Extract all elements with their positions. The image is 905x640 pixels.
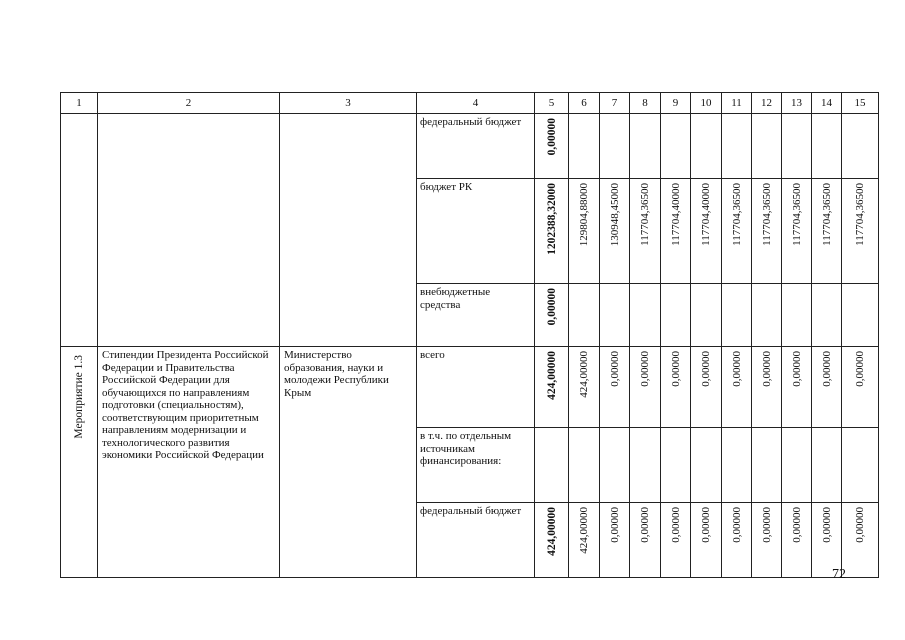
year-value-cell: [722, 503, 752, 578]
budget-table: [60, 92, 879, 578]
year-value: 0,00000: [639, 351, 651, 387]
year-value-cell: [722, 114, 752, 179]
year-value-cell: [630, 179, 661, 284]
table-row: [61, 114, 879, 179]
header-cell: 3: [280, 93, 417, 114]
total-cell: [535, 347, 569, 428]
year-value: 117704,36500: [730, 183, 743, 246]
year-value-cell: [752, 284, 782, 347]
measure-label: Мероприятие 1.3: [73, 355, 85, 439]
header-cell: 7: [600, 93, 630, 114]
header-cell: 2: [98, 93, 280, 114]
year-value-cell: [812, 114, 842, 179]
total-cell: [535, 114, 569, 179]
year-value-cell: [782, 284, 812, 347]
year-value-cell: [569, 428, 600, 503]
header-cell: 13: [782, 93, 812, 114]
header-cell: 10: [691, 93, 722, 114]
year-value-cell: [691, 284, 722, 347]
year-value-cell: [569, 114, 600, 179]
year-value: 0,00000: [760, 507, 773, 543]
year-value-cell: [630, 503, 661, 578]
year-value-cell: [691, 428, 722, 503]
year-value: 0,00000: [760, 351, 773, 387]
year-value: 117704,36500: [790, 183, 803, 246]
year-value: 117704,36500: [820, 183, 833, 246]
header-cell: 15: [842, 93, 879, 114]
year-value-cell: [782, 347, 812, 428]
year-value: 117704,36500: [854, 183, 866, 246]
year-value-cell: [661, 503, 691, 578]
year-value: 0,00000: [669, 351, 682, 387]
total-cell: [535, 428, 569, 503]
funding-source: бюджет РК: [417, 179, 535, 284]
year-value-cell: [569, 179, 600, 284]
year-value-cell: [752, 114, 782, 179]
year-value-cell: [722, 284, 752, 347]
year-value: 0,00000: [820, 351, 833, 387]
total-cell: [535, 284, 569, 347]
header-cell: 8: [630, 93, 661, 114]
header-cell: 6: [569, 93, 600, 114]
total-cell: [535, 179, 569, 284]
page-number: 72: [832, 567, 846, 582]
year-value-cell: [600, 114, 630, 179]
year-value-cell: [842, 179, 879, 284]
header-cell: 11: [722, 93, 752, 114]
year-value-cell: [812, 179, 842, 284]
year-value-cell: [600, 428, 630, 503]
table-row: [61, 347, 879, 428]
year-value-cell: [630, 284, 661, 347]
header-cell: 5: [535, 93, 569, 114]
year-value: 0,00000: [730, 351, 743, 387]
year-value-cell: [600, 284, 630, 347]
year-value-cell: [569, 284, 600, 347]
year-value-cell: [600, 179, 630, 284]
funding-source: внебюджетные средства: [417, 284, 535, 347]
year-value: 0,00000: [608, 351, 621, 387]
funding-source: федеральный бюджет: [417, 503, 535, 578]
year-value-cell: [782, 503, 812, 578]
header-cell: 12: [752, 93, 782, 114]
year-value-cell: [600, 503, 630, 578]
year-value: 0,00000: [790, 351, 803, 387]
year-value: 0,00000: [669, 507, 682, 543]
year-value-cell: [752, 503, 782, 578]
measure-executor: Министерство образования, науки и молодежи Республики Крым: [280, 347, 417, 578]
year-value: 117704,36500: [760, 183, 773, 246]
year-value: 130948,45000: [608, 183, 621, 247]
total-value: 0,00000: [545, 118, 558, 156]
year-value-cell: [842, 114, 879, 179]
year-value-cell: [691, 179, 722, 284]
year-value-cell: [842, 284, 879, 347]
year-value-cell: [722, 347, 752, 428]
year-value-cell: [691, 503, 722, 578]
year-value-cell: [842, 428, 879, 503]
funding-source: федеральный бюджет: [417, 114, 535, 179]
year-value-cell: [722, 179, 752, 284]
year-value-cell: [752, 428, 782, 503]
year-value: 424,00000: [578, 507, 590, 554]
year-value-cell: [600, 347, 630, 428]
header-cell: 4: [417, 93, 535, 114]
year-value-cell: [722, 428, 752, 503]
funding-source: в т.ч. по отдельным источникам финансирования:: [417, 428, 535, 503]
header-row: [61, 93, 879, 114]
total-value: 424,00000: [545, 351, 558, 400]
header-cell: 14: [812, 93, 842, 114]
year-value-cell: [661, 179, 691, 284]
year-value-cell: [661, 284, 691, 347]
year-value-cell: [691, 347, 722, 428]
header-cell: 1: [61, 93, 98, 114]
year-value-cell: [691, 114, 722, 179]
year-value-cell: [661, 428, 691, 503]
year-value: 117704,36500: [639, 183, 651, 246]
empty-measure-name-cell: [98, 114, 280, 347]
year-value: 0,00000: [730, 507, 743, 543]
year-value-cell: [569, 503, 600, 578]
year-value-cell: [752, 347, 782, 428]
empty-measure-label-cell: [61, 114, 98, 347]
year-value: 0,00000: [854, 507, 866, 543]
year-value-cell: [812, 428, 842, 503]
year-value: 0,00000: [854, 351, 866, 387]
year-value-cell: [782, 428, 812, 503]
year-value: 0,00000: [700, 351, 712, 387]
empty-executor-cell: [280, 114, 417, 347]
funding-source: всего: [417, 347, 535, 428]
year-value: 424,00000: [578, 351, 590, 398]
year-value: 0,00000: [820, 507, 833, 543]
year-value-cell: [782, 114, 812, 179]
year-value-cell: [661, 347, 691, 428]
year-value: 0,00000: [639, 507, 651, 543]
year-value: 117704,40000: [669, 183, 682, 246]
total-value: 0,00000: [545, 288, 558, 326]
year-value-cell: [752, 179, 782, 284]
total-cell: [535, 503, 569, 578]
total-value: 424,00000: [545, 507, 558, 556]
year-value-cell: [842, 503, 879, 578]
year-value-cell: [812, 284, 842, 347]
year-value: 0,00000: [700, 507, 712, 543]
year-value: 0,00000: [790, 507, 803, 543]
year-value-cell: [842, 347, 879, 428]
year-value: 0,00000: [608, 507, 621, 543]
total-value: 1202388,32000: [545, 183, 558, 255]
year-value: 117704,40000: [700, 183, 712, 246]
year-value-cell: [630, 114, 661, 179]
year-value-cell: [630, 347, 661, 428]
measure-label-cell: [61, 347, 98, 578]
year-value-cell: [812, 347, 842, 428]
year-value-cell: [569, 347, 600, 428]
year-value-cell: [661, 114, 691, 179]
header-cell: 9: [661, 93, 691, 114]
year-value-cell: [782, 179, 812, 284]
measure-name: Стипендии Президента Российской Федерации и Правительства Российской Федерации для обучающихся по направлениям подготовки (специальностям), соответствующим приоритетным направлениям модернизации и технологического развития экономики Российской Федерации: [98, 347, 280, 578]
year-value-cell: [630, 428, 661, 503]
year-value: 129804,88000: [578, 183, 590, 247]
